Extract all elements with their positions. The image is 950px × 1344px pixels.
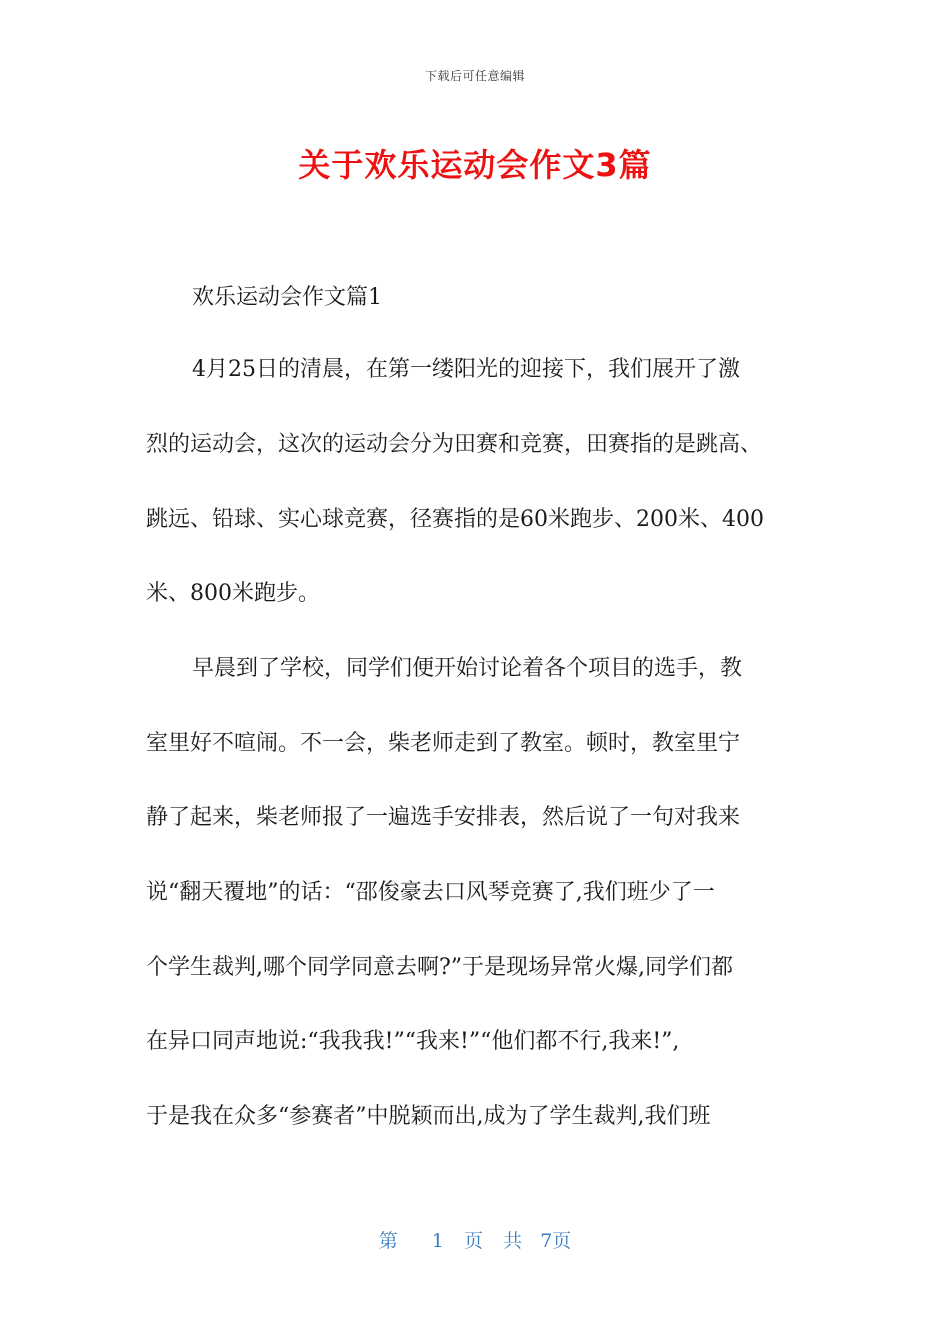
paragraph-line: 早晨到了学校，同学们便开始讨论着各个项目的选手，教 [192,656,743,681]
paragraph-line: 说“翻天覆地”的话：“邵俊豪去口风琴竞赛了,我们班少了一 [146,880,715,905]
paragraph-line: 跳远、铅球、实心球竞赛，径赛指的是60米跑步、200米、400 [146,507,764,532]
footer-total-word: 共 [503,1230,523,1252]
footer-current-page: 1 [431,1230,444,1252]
paragraph-line: 烈的运动会，这次的运动会分为田赛和竞赛，田赛指的是跳高、 [146,432,763,457]
footer-page-word: 页 [463,1230,483,1252]
paragraph-line: 静了起来，柴老师报了一遍选手安排表，然后说了一句对我来 [146,805,741,830]
paragraph-line: 米、800米跑步。 [146,581,320,606]
header-note: 下载后可任意编辑 [424,69,525,83]
page-footer [0,1226,950,1253]
section-heading: 欢乐运动会作文篇1 [192,285,382,310]
paragraph-line: 室里好不喧闹。不一会，柴老师走到了教室。顿时，教室里宁 [146,731,741,756]
paragraph-line: 个学生裁判,哪个同学同意去啊?”于是现场异常火爆,同学们都 [146,955,734,980]
footer-total-pages: 7页 [540,1230,572,1252]
paragraph-line: 4月25日的清晨，在第一缕阳光的迎接下，我们展开了激 [192,357,740,382]
footer-prefix: 第 [378,1230,398,1252]
document-title: 关于欢乐运动会作文3篇 [298,146,652,184]
paragraph-line: 在异口同声地说:“我我我!”“我来!”“他们都不行,我来!”, [146,1029,680,1054]
paragraph-line: 于是我在众多“参赛者”中脱颖而出,成为了学生裁判,我们班 [146,1104,711,1129]
